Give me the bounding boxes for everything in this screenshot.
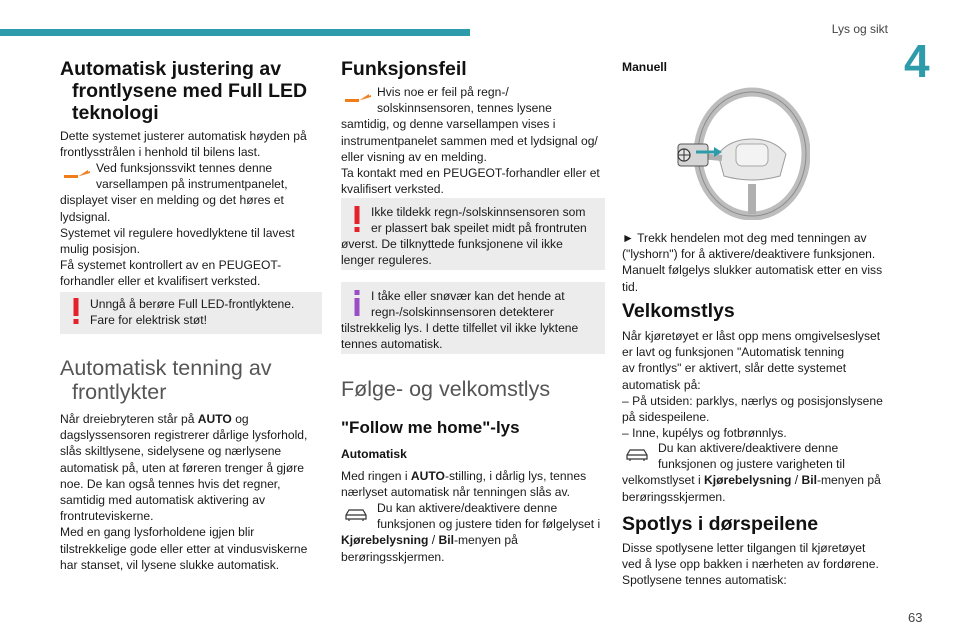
warning-box-sensor: Ikke tildekk regn-/solskinnsensoren som er plassert bak speilet midt på frontruten øverst. De tilknyttede funksjonene vil ikke lenger reguleres. — [341, 198, 605, 270]
info-box-fog: I tåke eller snøvær kan det hende at regn-/solskinnsensoren detekterer tilstrekkelig lys. I dette tilfellet vil ikke lyktene tennes automatisk. — [341, 282, 605, 354]
steering-wheel-illustration — [670, 84, 810, 225]
heading-automatic: Automatisk — [341, 447, 407, 461]
paragraph-follow-settings: Du kan aktivere/deaktivere denne funksjonen og justere tiden for følgelyset i Kjørebelysning / Bil-menyen på berøringsskjermen. — [341, 501, 601, 564]
heading-automatic-adjustment: Automatisk justering av frontlysene med Full LED teknologi — [60, 58, 308, 124]
heading-welcome-lights: Velkomstlys — [622, 300, 735, 322]
paragraph-intro: Dette systemet justerer automatisk høyden på frontlysstrålen i henhold til bilens last. — [60, 129, 307, 160]
paragraph-auto-lighting: Når dreiebryteren står på AUTO og dagslyssensoren registrerer dårlige lysforhold, slås skiltlysene, sidelysene og nærlysene automatisk på, uten at føreren trenger å gjøre noe. De kan også tennes hvis det regner, samtidig med automatisk aktivering av frontruteviskerne. Med en gang lysforholdene igjen blir tilstrekkelige gode eller etter at vindusviskerne har stanset, vil lysene slukke automatisk. — [60, 412, 308, 572]
heading-automatic-lighting: Automatisk tenning av frontlykter — [60, 356, 272, 404]
paragraph-welcome: Når kjøretøyet er låst opp mens omgivelseslyset er lavt og funksjonen "Automatisk tenning av frontlys" er aktivert, slår dette systemet automatisk på: – På utsiden: parklys, nærlys og posisjonslysene på sidespeilene. – Inne, kupélys og fotbrønnlys. — [622, 329, 883, 441]
warning-box-led: Unngå å berøre Full LED-frontlyktene. Fare for elektrisk støt! — [60, 292, 322, 334]
heading-manual: Manuell — [622, 60, 668, 74]
top-accent-bar — [0, 29, 470, 36]
page-number: 63 — [908, 610, 923, 625]
paragraph-sensor-fault: Hvis noe er feil på regn-/ solskinnsensoren, tennes lysene samtidig, og denne varsellampen vises i instrumentpanelet sammen med et lydsignal og/ eller visning av en melding. Ta kontakt med en PEUGEOT-forhandler eller et kvalifisert verksted. — [341, 85, 600, 197]
paragraph-mirror-spotlights: Disse spotlysene letter tilgangen til kjøretøyet ved å lyse opp bakken i nærheten av fordørene. Spotlysene tennes automatisk: — [622, 541, 879, 588]
paragraph-manual: ► Trekk hendelen mot deg med tenningen av ("lyshorn") for å aktivere/deaktivere funksjonen. Manuelt følgelys slukker automatisk etter en viss tid. — [622, 231, 883, 294]
heading-follow-me-home: "Follow me home"-lys — [341, 418, 520, 437]
heading-follow-welcome: Følge- og velkomstlys — [341, 377, 551, 401]
heading-mirror-spotlights: Spotlys i dørspeilene — [622, 513, 819, 535]
chapter-number: 4 — [904, 35, 930, 87]
warning-icon — [353, 206, 361, 239]
section-title: Lys og sikt — [831, 22, 888, 36]
paragraph-follow-auto: Med ringen i AUTO-stilling, i dårlig lys, tennes nærlyset automatisk når tenningen slås av. — [341, 469, 587, 500]
info-icon — [353, 290, 361, 323]
paragraph-malfunction-lamp: Ved funksjonssvikt tennes denne varsellampen på instrumentpanelet, displayet viser en melding og det høres et lydsignal. Systemet vil regulere hovedlyktene til lavest mulig posisjon. Få systemet kontrollert av en PEUGEOT- forhandler eller et kvalifisert verksted. — [60, 161, 295, 289]
warning-icon — [72, 298, 80, 331]
heading-malfunction: Funksjonsfeil — [341, 58, 467, 80]
paragraph-welcome-settings: Du kan aktivere/deaktivere denne funksjonen og justere varigheten til velkomstlyset i Kjørebelysning / Bil-menyen på berøringsskjermen. — [622, 441, 881, 504]
